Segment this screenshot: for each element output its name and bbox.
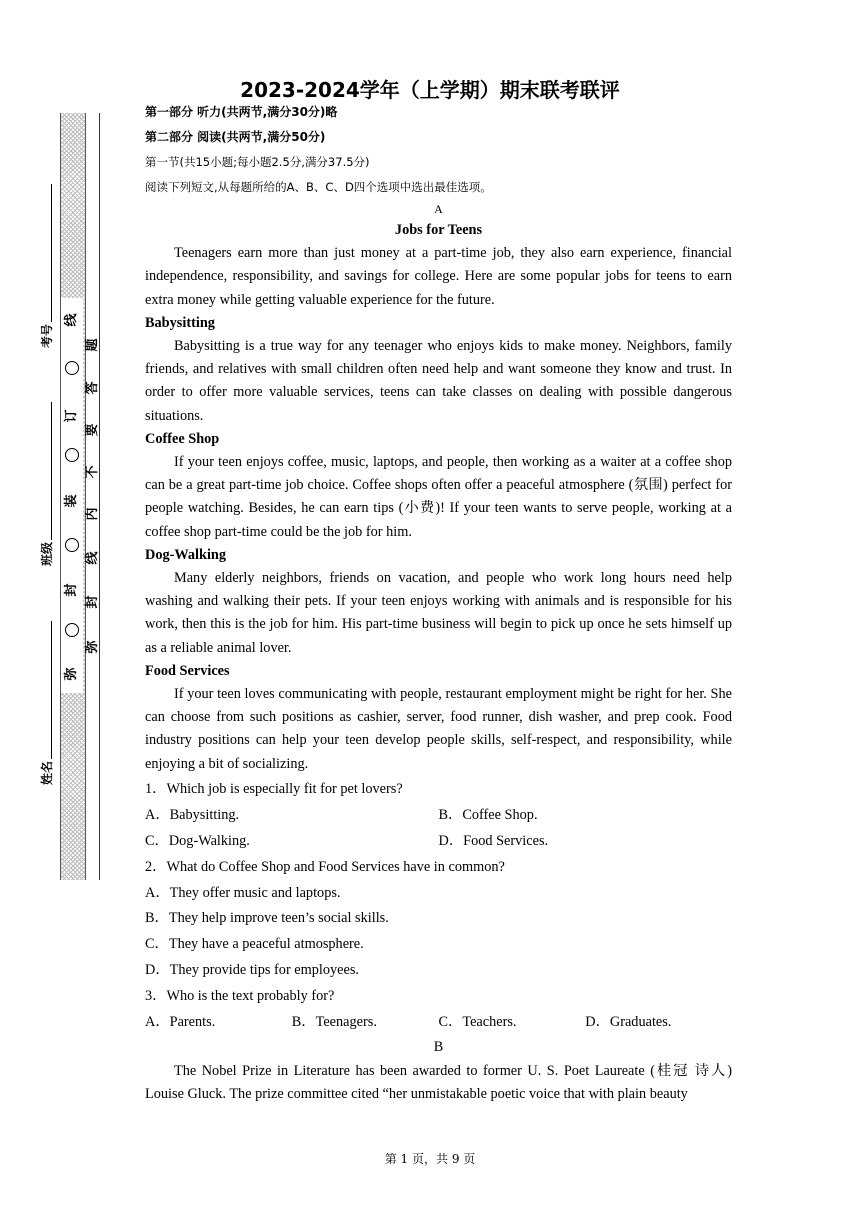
passage-a-intro: Teenagers earn more than just money at a part-time job, they also earn experience, financial independence, responsibility, and savings for college. Here are some popular jobs for teens to earn extra money while getting valuable experience for the future. — [145, 245, 732, 308]
class-blank — [41, 402, 52, 540]
margin-char: 弥 — [85, 640, 100, 654]
margin-circle — [65, 623, 79, 637]
section-heading-coffee-shop: Coffee Shop — [145, 430, 220, 447]
option-c: C．Dog-Walking. — [145, 833, 250, 850]
passage-a-title: Jobs for Teens — [394, 222, 483, 238]
passage-b-letter: B — [433, 1039, 444, 1056]
question-1: 1．Which job is especially fit for pet lovers? — [145, 781, 403, 798]
question-1-options-row2 — [145, 830, 732, 853]
option-a: A．Babysitting. — [145, 807, 240, 824]
option-d: D．Food Services. — [438, 833, 549, 850]
section1-heading: 第一节(共15小题;每小题2.5分,满分37.5分) — [145, 155, 370, 169]
name-blank — [41, 621, 52, 759]
section-text-food-services: If your teen loves communicating with people, restaurant employment might be right for her. She can choose from such positions as cashier, server, food runner, dish washer, and prep cook. Food industry positions can help your teen develop people skills, self-respect, and responsibility, while enjoying a bit of socializing. — [145, 686, 732, 772]
question-3: 3．Who is the text probably for? — [145, 987, 335, 1004]
section-heading-food-services: Food Services — [145, 662, 230, 679]
section-text-coffee-shop: If your teen enjoys coffee, music, laptops, and people, then working as a waiter at a coffee shop can be a great part-time job choice. Coffee shops often offer a peaceful atmosphere (氛围) perfect for people watching. Besides, he can earn tips (小费)! If your teen wants to serve people, working at a coffee shop part-time could be the job for him. — [145, 454, 732, 540]
margin-char: 封 — [85, 595, 100, 609]
name-field — [38, 621, 55, 785]
page-title: 2023-2024学年（上学期）期末联考联评 — [240, 78, 620, 102]
option-d: D．Graduates. — [585, 1013, 672, 1030]
question-1-options-row1 — [145, 804, 732, 827]
student-id-label: 考号 — [40, 323, 54, 348]
passage-a-letter: A — [434, 202, 443, 216]
margin-char: 要 — [85, 423, 100, 437]
margin-char: 线 — [85, 551, 100, 565]
question-3-options — [145, 1011, 732, 1034]
margin-char: 不 — [85, 465, 100, 479]
margin-char: 订 — [64, 409, 79, 423]
name-label: 姓名 — [40, 760, 54, 785]
margin-circle — [65, 538, 79, 552]
option-b: B．Teenagers. — [291, 1013, 377, 1030]
binding-margin-line — [99, 113, 100, 880]
exam-content — [145, 100, 732, 1106]
instruction: 阅读下列短文,从每题所给的A、B、C、D四个选项中选出最佳选项。 — [145, 179, 492, 194]
section-text-dog-walking: Many elderly neighbors, friends on vacation, and people who work long hours need help washing and walking their pets. If your teen enjoys working with animals and is responsible for his work, then this is the job for him. His part-time business will begin to pick up once he sets himself up as a reliable animal lover. — [145, 570, 732, 656]
option-b: B．Coffee Shop. — [438, 807, 538, 824]
part1-heading: 第一部分 听力(共两节,满分30分)略 — [145, 105, 338, 119]
margin-char: 题 — [85, 338, 100, 352]
margin-circle — [65, 361, 79, 375]
student-id-field — [38, 184, 55, 348]
margin-char: 装 — [64, 494, 79, 508]
page-number: 第 1 页，共 9 页 — [384, 1152, 476, 1166]
margin-char: 内 — [85, 507, 100, 521]
class-field — [38, 402, 55, 566]
section-heading-babysitting: Babysitting — [145, 314, 215, 331]
option-c: C．They have a peaceful atmosphere. — [145, 936, 364, 953]
part2-heading: 第二部分 阅读(共两节,满分50分) — [145, 130, 326, 144]
class-label: 班级 — [40, 541, 54, 566]
margin-char: 封 — [64, 583, 79, 597]
passage-b-text: The Nobel Prize in Literature has been awarded to former U. S. Poet Laureate (桂冠 诗人) Louise Gluck. The prize committee cited “her unmistakable poetic voice that with plain beauty — [145, 1062, 732, 1102]
option-d: D．They provide tips for employees. — [145, 962, 360, 979]
margin-char: 答 — [85, 381, 100, 395]
margin-char: 弥 — [64, 667, 79, 681]
margin-circle — [65, 448, 79, 462]
section-text-babysitting: Babysitting is a true way for any teenager who enjoys kids to make money. Neighbors, family friends, and relatives with small children often need help and want someone they know and trust. In order to offer more valuable services, teens can take classes on dealing with possible dangerous situations. — [145, 338, 732, 424]
student-id-blank — [41, 184, 52, 322]
question-2: 2．What do Coffee Shop and Food Services have in common? — [145, 858, 505, 875]
margin-char: 线 — [64, 313, 79, 327]
option-b: B．They help improve teen’s social skills. — [145, 910, 389, 927]
option-a: A．They offer music and laptops. — [145, 884, 341, 901]
section-heading-dog-walking: Dog-Walking — [145, 546, 227, 563]
option-a: A．Parents. — [145, 1013, 216, 1030]
option-c: C．Teachers. — [438, 1013, 517, 1030]
